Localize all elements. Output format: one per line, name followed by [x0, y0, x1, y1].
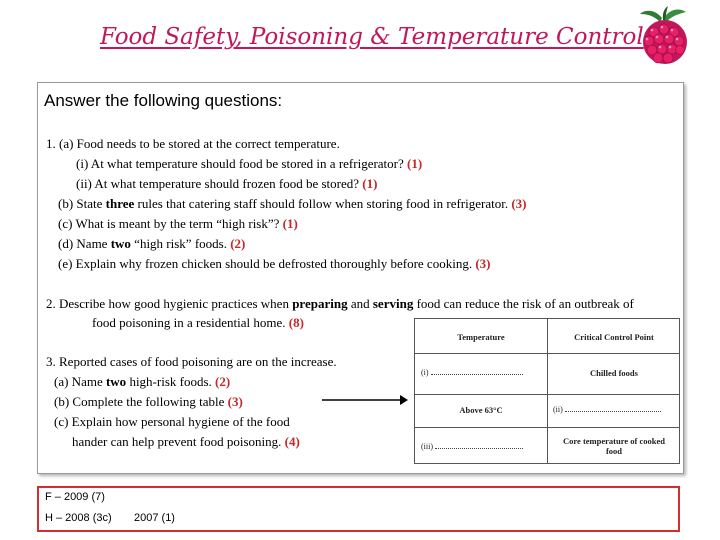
q3-c-mark: (4)	[284, 434, 300, 449]
table-header-temperature: Temperature	[457, 332, 505, 342]
q1-b: (b) State three rules that catering staff should follow when storing food in refrigerator. (3)	[58, 196, 527, 211]
q3-intro: 3. Reported cases of food poisoning are on the increase.	[46, 354, 337, 369]
table-row: (ii)	[553, 405, 677, 414]
q2-mark: (8)	[288, 315, 304, 330]
reference-2007: 2007 (1)	[134, 512, 175, 524]
q1-c-mark: (1)	[282, 216, 298, 231]
q3-a: (a) Name two high-risk foods. (2)	[54, 374, 231, 389]
q1-d-mark: (2)	[230, 236, 246, 251]
q1-a-i: (i) At what temperature should food be stored in a refrigerator? (1)	[76, 156, 423, 171]
q3-c-line2: hander can help prevent food poisoning. (4)	[72, 434, 300, 449]
arrow-right-icon	[320, 392, 410, 408]
questions-heading: Answer the following questions:	[44, 91, 283, 110]
q1-a-i-mark: (1)	[407, 156, 423, 171]
table-row: (iii)	[421, 442, 543, 451]
table-cell: Core temperature of cooked food	[563, 436, 665, 456]
table-cell: Chilled foods	[590, 368, 638, 378]
reference-h-2008: H – 2008 (3c)	[45, 512, 112, 524]
q1-e-mark: (3)	[475, 256, 491, 271]
q3-a-mark: (2)	[215, 374, 231, 389]
q2-line1: 2. Describe how good hygienic practices when preparing and serving food can reduce the risk of an outbreak of	[46, 296, 634, 311]
q1-intro: 1. (a) Food needs to be stored at the correct temperature.	[46, 136, 340, 151]
raspberry-icon	[632, 4, 696, 68]
q2-line2: food poisoning in a residential home. (8)	[92, 315, 304, 330]
page-title: Food Safety, Poisoning & Temperature Control	[100, 24, 644, 50]
q3-c-line1: (c) Explain how personal hygiene of the food	[54, 414, 290, 429]
q1-e: (e) Explain why frozen chicken should be defrosted thoroughly before cooking. (3)	[58, 256, 491, 271]
references-box	[37, 486, 680, 532]
table-header-ccp: Critical Control Point	[574, 332, 654, 342]
table-cell: Above 63°C	[459, 405, 503, 415]
q1-b-mark: (3)	[511, 196, 527, 211]
q1-c: (c) What is meant by the term “high risk”? (1)	[58, 216, 298, 231]
q1-a-ii: (ii) At what temperature should frozen food be stored? (1)	[76, 176, 378, 191]
temperature-table	[414, 318, 680, 464]
q3-b: (b) Complete the following table (3)	[54, 394, 243, 409]
q1-d: (d) Name two “high risk” foods. (2)	[58, 236, 246, 251]
table-row: (i)	[421, 368, 543, 377]
q3-b-mark: (3)	[227, 394, 243, 409]
q1-a-ii-mark: (1)	[362, 176, 378, 191]
reference-f-2009: F – 2009 (7)	[45, 491, 105, 503]
